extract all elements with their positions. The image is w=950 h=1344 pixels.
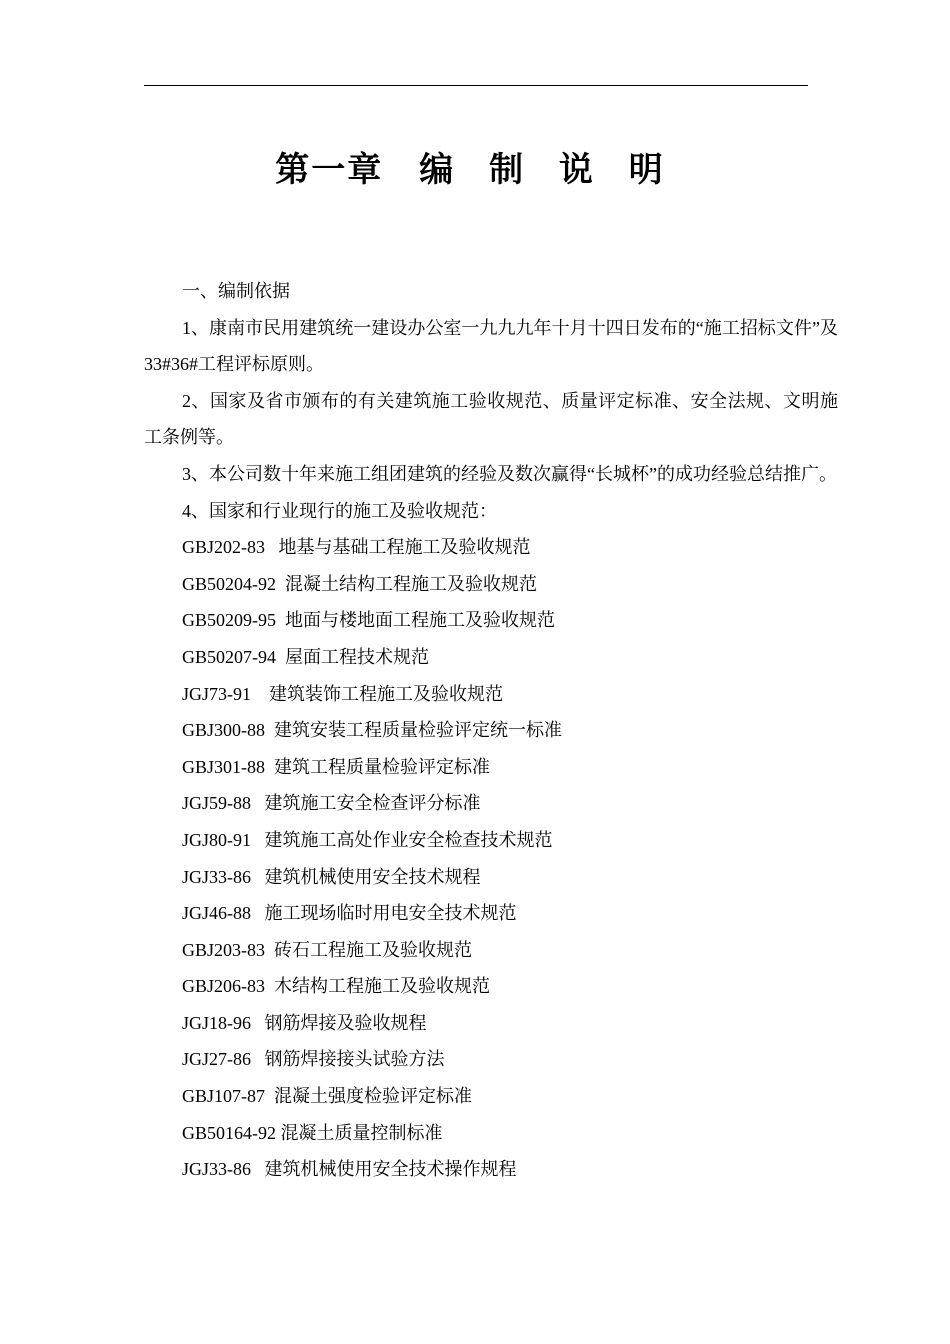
document-body <box>144 273 838 1188</box>
paragraph-1: 1、康南市民用建筑统一建设办公室一九九九年十月十四日发布的“施工招标文件”及33#36#工程评标原则。 <box>144 317 838 375</box>
standard-code: JGJ18-96 <box>182 1012 252 1033</box>
standard-sep <box>251 684 269 704</box>
standard-sep <box>276 610 285 630</box>
standard-sep <box>251 1159 265 1179</box>
standard-sep <box>251 867 265 887</box>
standard-item <box>144 895 838 932</box>
standard-sep <box>265 757 274 777</box>
standard-name: 建筑机械使用安全技术操作规程 <box>264 1159 517 1180</box>
paragraph-3: 3、本公司数十年来施工组团建筑的经验及数次赢得“长城杯”的成功经验总结推广。 <box>182 463 837 484</box>
standard-code: JGJ59-88 <box>182 793 252 814</box>
paragraph-4: 4、国家和行业现行的施工及验收规范： <box>182 500 497 521</box>
standard-code: GBJ202-83 <box>182 537 266 558</box>
standard-name: 屋面工程技术规范 <box>285 646 429 667</box>
standard-code: JGJ33-86 <box>182 866 252 887</box>
standard-code: GB50204-92 <box>182 573 276 594</box>
standards-list <box>144 529 838 1188</box>
standard-sep <box>276 574 285 594</box>
standard-sep <box>265 1086 274 1106</box>
standard-name: 建筑装饰工程施工及验收规范 <box>269 683 504 704</box>
section-heading: 一、编制依据 <box>182 281 290 301</box>
standard-item <box>144 968 838 1005</box>
standard-sep <box>251 830 265 850</box>
standard-sep <box>265 976 274 996</box>
standard-name: 混凝土质量控制标准 <box>280 1122 443 1143</box>
standard-item <box>144 785 838 822</box>
standard-code: GBJ107-87 <box>182 1086 266 1107</box>
standard-code: GBJ301-88 <box>182 756 266 777</box>
standard-item <box>144 712 838 749</box>
standard-sep <box>251 793 265 813</box>
standard-code: JGJ33-86 <box>182 1159 252 1180</box>
standard-item <box>144 822 838 859</box>
standard-name: 施工现场临时用电安全技术规范 <box>264 903 517 924</box>
standard-name: 建筑施工安全检查评分标准 <box>264 793 481 814</box>
standard-code: GB50164-92 <box>182 1122 276 1143</box>
standard-sep <box>276 647 285 667</box>
chapter-name: 编 制 说 明 <box>419 150 675 190</box>
paragraph-2: 2、国家及省市颁布的有关建筑施工验收规范、质量评定标准、安全法规、文明施工条例等。 <box>144 390 838 448</box>
standard-name: 砖石工程施工及验收规范 <box>274 939 473 960</box>
header-rule <box>144 85 808 86</box>
standard-sep <box>251 903 265 923</box>
standard-name: 钢筋焊接及验收规程 <box>264 1012 427 1033</box>
standard-sep <box>265 720 274 740</box>
standard-code: GB50209-95 <box>182 610 276 631</box>
standard-code: JGJ46-88 <box>182 903 252 924</box>
standard-item <box>144 1041 838 1078</box>
standard-item <box>144 932 838 969</box>
standard-name: 建筑安装工程质量检验评定统一标准 <box>274 720 563 741</box>
standard-code: GBJ300-88 <box>182 720 266 741</box>
chapter-number: 第一章 <box>275 150 384 190</box>
standard-item <box>144 676 838 713</box>
standard-code: GBJ206-83 <box>182 976 266 997</box>
standard-name: 混凝土结构工程施工及验收规范 <box>285 573 537 594</box>
standard-name: 建筑工程质量检验评定标准 <box>274 756 491 777</box>
standard-name: 地基与基础工程施工及验收规范 <box>278 537 531 558</box>
standard-name: 地面与楼地面工程施工及验收规范 <box>285 610 555 631</box>
standard-code: JGJ80-91 <box>182 829 252 850</box>
standard-item <box>144 749 838 786</box>
chapter-title <box>0 146 950 194</box>
standard-item <box>144 639 838 676</box>
standard-code: JGJ73-91 <box>182 683 252 704</box>
standard-name: 建筑施工高处作业安全检查技术规范 <box>264 829 553 850</box>
standard-item <box>144 1115 838 1152</box>
standard-sep <box>265 940 274 960</box>
standard-item <box>144 1005 838 1042</box>
standard-name: 钢筋焊接接头试验方法 <box>264 1049 445 1070</box>
standard-item <box>144 859 838 896</box>
standard-code: GB50207-94 <box>182 646 276 667</box>
standard-code: JGJ27-86 <box>182 1049 252 1070</box>
standard-item <box>144 602 838 639</box>
standard-name: 建筑机械使用安全技术规程 <box>264 866 481 887</box>
standard-item <box>144 566 838 603</box>
standard-item <box>144 529 838 566</box>
standard-sep <box>251 1049 265 1069</box>
standard-sep <box>265 537 279 557</box>
standard-sep <box>251 1013 265 1033</box>
standard-code: GBJ203-83 <box>182 939 266 960</box>
standard-name: 混凝土强度检验评定标准 <box>274 1086 473 1107</box>
standard-item <box>144 1078 838 1115</box>
standard-name: 木结构工程施工及验收规范 <box>274 976 491 997</box>
standard-item <box>144 1151 838 1188</box>
